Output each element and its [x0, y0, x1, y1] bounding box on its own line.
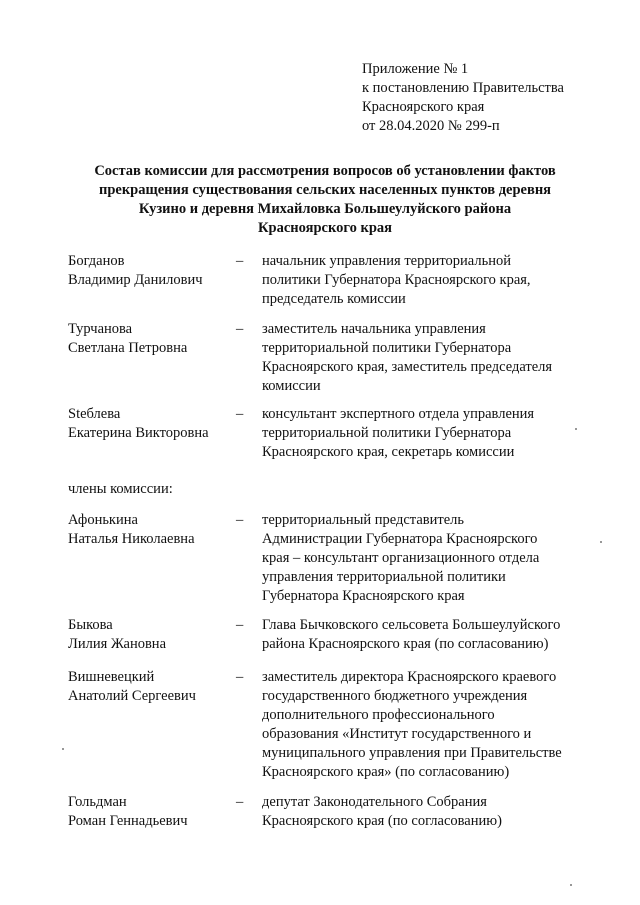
role-line: Губернатора Красноярского края	[262, 588, 465, 604]
member-surname: Богданов	[68, 253, 125, 269]
scan-speck	[575, 428, 577, 430]
role-line: Глава Бычковского сельсовета Большеулуйского	[262, 617, 561, 633]
member-role	[262, 511, 592, 606]
role-line: Красноярского края» (по согласованию)	[262, 764, 510, 780]
member-surname: Турчанова	[68, 321, 133, 337]
title-line: прекращения существования сельских населенных пунктов деревня	[98, 182, 552, 198]
member-role	[262, 793, 592, 831]
member-surname: Гольдман	[68, 794, 127, 810]
role-line: комиссии	[262, 378, 321, 394]
role-line: территориальной политики Губернатора	[262, 425, 512, 441]
title-line: Кузино и деревня Михайловка Большеулуйского района	[138, 201, 512, 217]
role-line: Администрации Губернатора Красноярского	[262, 531, 538, 547]
role-line: территориальной политики Губернатора	[262, 340, 512, 356]
members-label: члены комиссии:	[68, 481, 173, 497]
member-role	[262, 616, 592, 654]
role-line: района Красноярского края (по согласованию)	[262, 636, 549, 652]
member-given-name: Лилия Жановна	[68, 636, 167, 652]
dash-separator: –	[236, 794, 244, 810]
appendix-line: Красноярского края	[362, 99, 485, 115]
member-role	[262, 668, 592, 782]
member-name	[68, 405, 238, 443]
document-title	[60, 162, 590, 238]
role-line: территориальный представитель	[262, 512, 464, 528]
appendix-header	[362, 60, 564, 136]
role-line: заместитель директора Красноярского краевого	[262, 669, 557, 685]
appendix-line: от 28.04.2020 № 299-п	[362, 118, 500, 134]
member-given-name: Светлана Петровна	[68, 340, 188, 356]
role-line: управления территориальной политики	[262, 569, 506, 585]
member-role	[262, 405, 592, 462]
member-given-name: Екатерина Викторовна	[68, 425, 209, 441]
member-name	[68, 252, 238, 290]
member-surname: Steблева	[68, 406, 121, 422]
member-role	[262, 320, 592, 396]
member-surname: Афонькина	[68, 512, 138, 528]
dash-separator: –	[236, 617, 244, 633]
member-role	[262, 252, 592, 309]
member-given-name: Владимир Данилович	[68, 272, 203, 288]
role-line: государственного бюджетного учреждения	[262, 688, 528, 704]
dash-separator: –	[236, 669, 244, 685]
appendix-line: к постановлению Правительства	[362, 80, 564, 96]
role-line: муниципального управления при Правительстве	[262, 745, 562, 761]
role-line: Красноярского края, секретарь комиссии	[262, 444, 515, 460]
title-line: Красноярского края	[258, 220, 392, 236]
role-line: Красноярского края, заместитель председателя	[262, 359, 553, 375]
member-given-name: Анатолий Сергеевич	[68, 688, 196, 704]
role-line: дополнительного профессионального	[262, 707, 495, 723]
member-name	[68, 511, 238, 549]
role-line: председатель комиссии	[262, 291, 406, 307]
appendix-line: Приложение № 1	[362, 61, 469, 77]
role-line: края – консультант организационного отдела	[262, 550, 540, 566]
dash-separator: –	[236, 253, 244, 269]
dash-separator: –	[236, 512, 244, 528]
member-surname: Быкова	[68, 617, 113, 633]
title-line: Состав комиссии для рассмотрения вопросов об установлении фактов	[94, 163, 556, 179]
role-line: образования «Институт государственного и	[262, 726, 532, 742]
member-surname: Вишневецкий	[68, 669, 155, 685]
member-name	[68, 793, 238, 831]
role-line: депутат Законодательного Собрания	[262, 794, 487, 810]
member-given-name: Роман Геннадьевич	[68, 813, 188, 829]
scan-speck	[570, 884, 572, 886]
member-name	[68, 668, 238, 706]
member-name	[68, 320, 238, 358]
dash-separator: –	[236, 321, 244, 337]
member-name	[68, 616, 238, 654]
member-given-name: Наталья Николаевна	[68, 531, 195, 547]
scan-speck	[600, 541, 602, 543]
scan-speck	[62, 748, 64, 750]
role-line: Красноярского края (по согласованию)	[262, 813, 502, 829]
role-line: заместитель начальника управления	[262, 321, 486, 337]
role-line: начальник управления территориальной	[262, 253, 511, 269]
dash-separator: –	[236, 406, 244, 422]
role-line: консультант экспертного отдела управления	[262, 406, 535, 422]
role-line: политики Губернатора Красноярского края,	[262, 272, 531, 288]
